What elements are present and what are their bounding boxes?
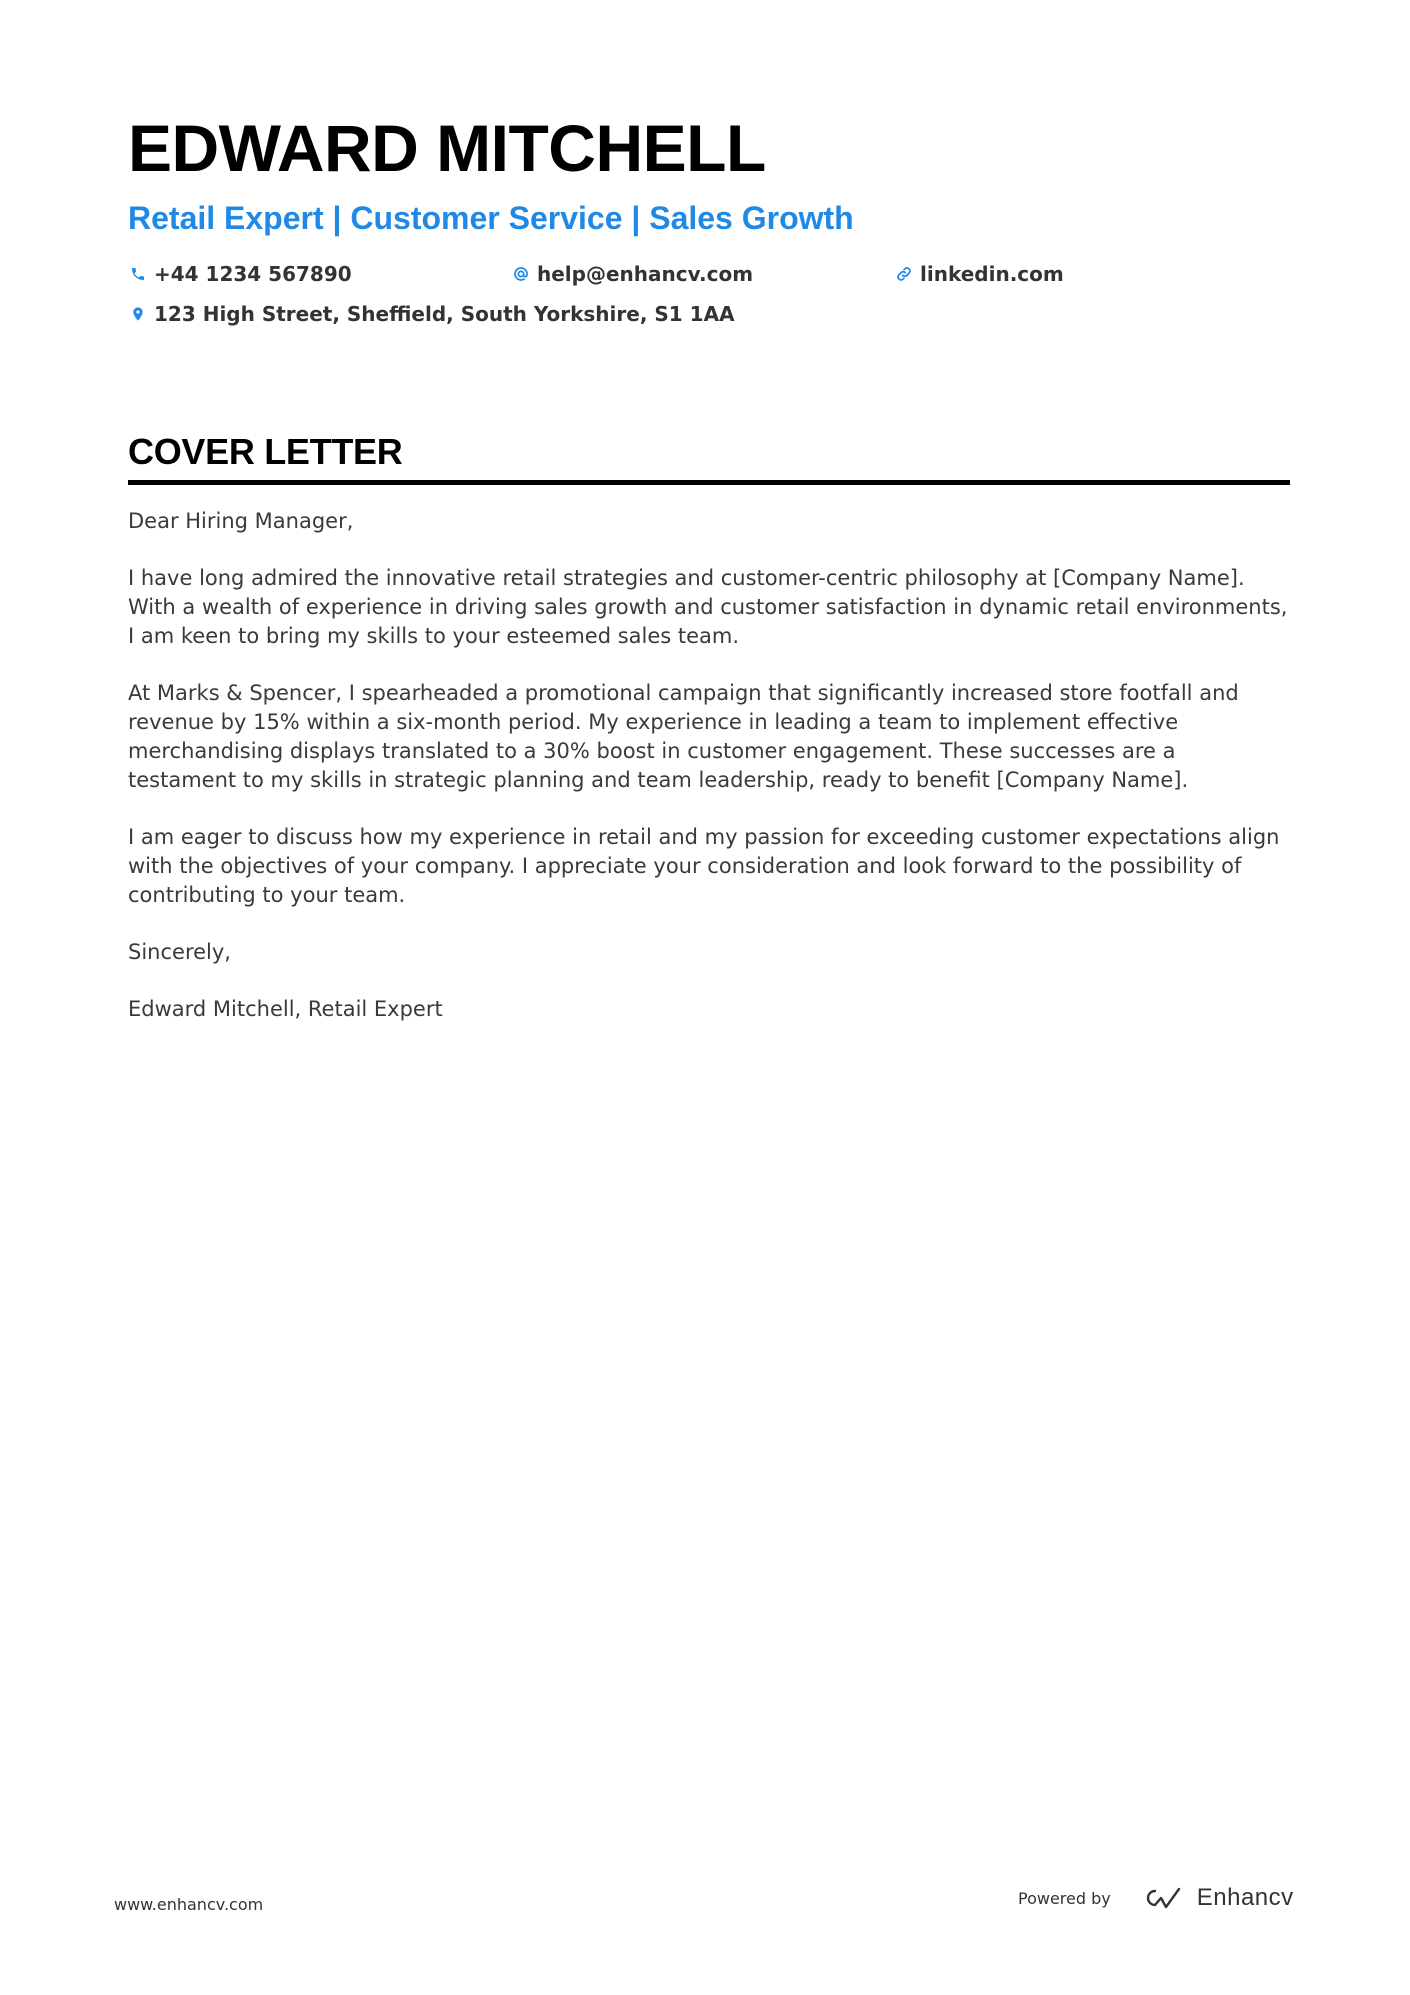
brand-name: Enhancv [1196,1884,1294,1911]
section-title: COVER LETTER [128,430,1290,485]
at-icon [511,264,531,284]
letter-body [128,507,1290,1024]
letter-content [128,108,1290,1052]
footer-powered-by [1018,1884,1294,1912]
letter-signature: Edward Mitchell, Retail Expert [128,997,443,1021]
enhancv-logo-icon [1139,1885,1185,1911]
phone-text: +44 1234 567890 [154,262,352,286]
letter-paragraph: I am eager to discuss how my experience in retail and my passion for exceeding customer expectations align with the objectives of your company. I appreciate your consideration and look forward to the possibility of contributing to your team. [128,825,1280,907]
contact-row-1 [128,254,1290,294]
map-pin-icon [128,304,148,324]
candidate-name: EDWARD MITCHELL [128,111,766,185]
phone-icon [128,264,148,284]
brand-logo[interactable] [1139,1884,1294,1912]
contact-info [128,254,1290,334]
contact-phone[interactable] [128,262,511,286]
contact-address [128,302,735,326]
address-text: 123 High Street, Sheffield, South Yorkshire, S1 1AA [154,302,735,326]
footer-website[interactable]: www.enhancv.com [114,1895,264,1914]
contact-row-2 [128,294,1290,334]
contact-link[interactable] [894,262,1064,286]
letter-paragraph: I have long admired the innovative retail strategies and customer-centric philosophy at [Company Name]. With a wealth of experience in driving sales growth and customer satisfaction in dynamic retail environments, I am keen to bring my skills to your esteemed sales team. [128,566,1288,648]
letter-closing: Sincerely, [128,940,231,964]
contact-email[interactable] [511,262,894,286]
letter-greeting: Dear Hiring Manager, [128,509,354,533]
email-text: help@enhancv.com [537,262,754,286]
powered-by-label: Powered by [1018,1888,1111,1908]
link-text: linkedin.com [920,262,1064,286]
letter-paragraph: At Marks & Spencer, I spearheaded a promotional campaign that significantly increased store footfall and revenue by 15% within a six-month period. My experience in leading a team to implement effective merchandising displays translated to a 30% boost in customer engagement. These successes are a testament to my skills in strategic planning and team leadership, ready to benefit [Company Name]. [128,681,1239,792]
link-icon [894,264,914,284]
candidate-tagline: Retail Expert | Customer Service | Sales Growth [128,200,854,236]
